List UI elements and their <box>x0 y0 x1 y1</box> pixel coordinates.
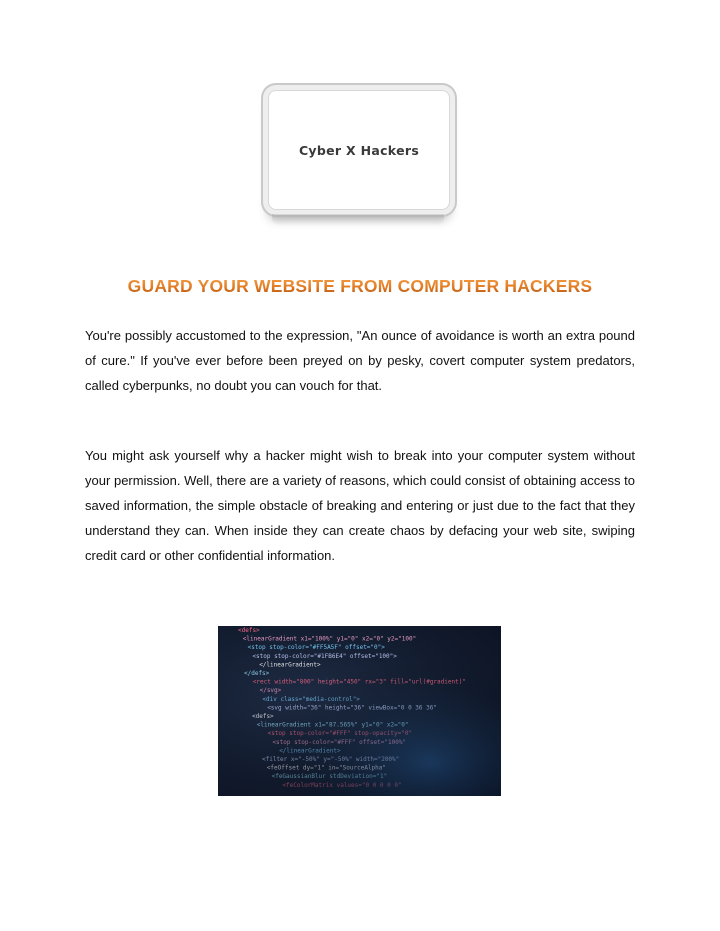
code-screenshot-image <box>218 626 501 796</box>
logo-text: Cyber X Hackers <box>298 142 420 158</box>
paragraph-1: You're possibly accustomed to the expression, "An ounce of avoidance is worth an extra pound of cure." If you've ever before been preyed on by pesky, covert computer system predators, called cyberpunks, no doubt you can vouch for that. <box>85 328 635 393</box>
logo <box>262 86 458 226</box>
logo-reflection <box>272 214 444 226</box>
paragraph-2: You might ask yourself why a hacker might wish to break into your computer system without your permission. Well, there are a variety of reasons, which could consist of obtaining access to saved information, the simple obstacle of breaking and entering or just due to the fact that they understand they can. When inside they can create chaos by defacing your web site, swiping credit card or other confidential information. <box>85 448 635 563</box>
code-glow-overlay <box>218 626 501 796</box>
logo-card <box>268 90 450 210</box>
article-heading: GUARD YOUR WEBSITE FROM COMPUTER HACKERS <box>0 276 720 297</box>
code-screenshot-svg <box>218 626 501 796</box>
